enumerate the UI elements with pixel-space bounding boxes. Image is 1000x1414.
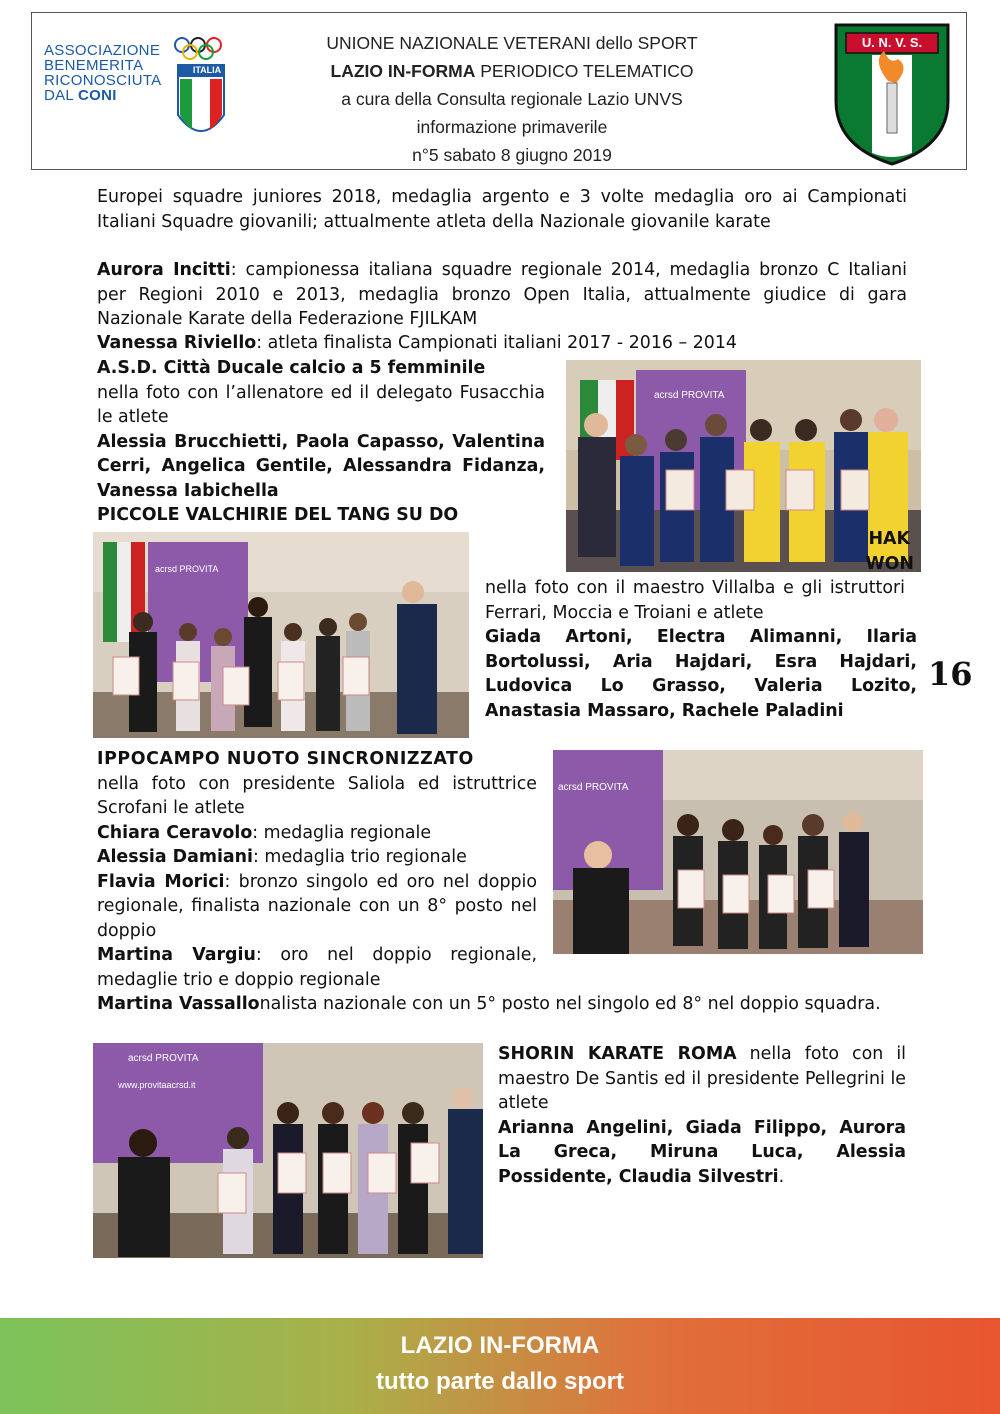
section-description: nella foto con il maestro De Santis ed il presidente Pellegrini le atlete (498, 1044, 906, 1113)
section-description: nella foto con l’allenatore ed il delegato Fusacchia le atlete (97, 382, 545, 427)
athlete-name: Martina Vargiu (97, 945, 256, 965)
banner-text: acrsd PROVITA (654, 390, 725, 401)
page-number: 16 (928, 655, 973, 693)
athlete-name: Chiara Ceravolo (97, 822, 253, 843)
paragraph-aurora (97, 258, 907, 332)
page-footer (0, 1318, 1000, 1414)
header-line4: informazione primaverile (416, 117, 608, 137)
photo-valchirie-group (93, 532, 469, 738)
athlete-description: : medaglia regionale (252, 822, 432, 843)
footer-title: LAZIO IN-FORMA (400, 1332, 600, 1359)
athlete-names: Alessia Brucchietti, Paola Capasso, Valentina Cerri, Angelica Gentile, Alessandra Fidanza, Vanessa Iabichella (97, 431, 545, 501)
footer-subtitle: tutto parte dallo sport (376, 1368, 624, 1395)
coni-line-bold: CONI (78, 87, 117, 104)
coni-line-part: DAL (44, 87, 78, 104)
unvs-logo (832, 21, 952, 166)
olympic-shield-icon (172, 35, 242, 155)
coni-line: BENEMERITA (44, 57, 144, 74)
athlete-name: Martina Vassallo (97, 994, 260, 1014)
section-title: A.S.D. Città Ducale calcio a 5 femminile (97, 358, 486, 378)
banner-text: acrsd PROVITA (155, 564, 219, 574)
athlete-description: nalista nazionale con un 5° posto nel singolo ed 8° nel doppio squadra. (259, 994, 881, 1014)
athlete-name: Vanessa Riviello (97, 333, 257, 353)
section-shorin-karate (498, 1042, 906, 1189)
athlete-entry (97, 845, 537, 870)
photo-shorin-karate-group (93, 1043, 483, 1258)
section-ippocampo (97, 747, 537, 992)
coni-line (44, 88, 162, 103)
paragraph-vanessa (97, 331, 907, 356)
coni-italia-label: ITALIA (192, 65, 222, 75)
header-line5: n°5 sabato 8 giugno 2019 (412, 145, 612, 165)
athlete-entry (97, 943, 537, 992)
coni-logo-text (44, 43, 162, 103)
unvs-label: U. N. V. S. (861, 35, 923, 50)
coni-line: ASSOCIAZIONE (44, 42, 161, 59)
coni-logo (44, 35, 229, 157)
banner-text: acrsd PROVITA (128, 1053, 199, 1064)
section-valchirie-title (97, 503, 545, 528)
sentence-end: . (778, 1166, 785, 1187)
page-header (31, 12, 967, 170)
athlete-name: Aurora Incitti (97, 260, 231, 280)
athlete-entry (97, 821, 537, 846)
athlete-entry-vassallo (97, 992, 917, 1017)
section-valchirie-right (485, 527, 917, 723)
header-line3: a cura della Consulta regionale Lazio UNVS (341, 89, 683, 109)
athlete-names: Giada Artoni, Electra Alimanni, Ilaria Bortolussi, Aria Hajdari, Esra Hajdari, Ludovica Lo Grasso, Valeria Lozito, Anastasia Massaro, Rachele Paladini (485, 627, 917, 721)
header-line2 (252, 57, 772, 85)
athlete-name: Flavia Morici (97, 871, 225, 892)
athlete-description: : atleta finalista Campionati italiani 2017 - 2016 – 2014 (256, 333, 737, 353)
photo-ippocampo-group (553, 750, 923, 954)
section-description: nella foto con il maestro Villalba e gli istruttori Ferrari, Moccia e Troiani e atlete (485, 578, 905, 623)
banner-text: acrsd PROVITA (558, 782, 629, 793)
paragraph-intro (97, 185, 907, 234)
athlete-description: : medaglia trio regionale (253, 847, 467, 867)
athlete-description: : oro nel doppio regionale, medaglie trio e doppio regionale (97, 945, 538, 990)
section-title-won: WON (865, 553, 914, 574)
header-magazine-name: LAZIO IN-FORMA (330, 61, 476, 81)
athlete-description: : campionessa italiana squadre regionale 2014, medaglia bronzo C Italiani per Regioni 2010 e 2013, medaglia bronzo Open Italia, attualmente giudice di gara Nazionale Karate della Federazione FJILKAM (97, 260, 907, 329)
section-title: SHORIN KARATE ROMA (498, 1044, 737, 1064)
intro-text: Europei squadre juniores 2018, medaglia argento e 3 volte medaglia oro ai Campionati Italiani Squadre giovanili; attualmente atleta della Nazionale giovanile karate (97, 187, 907, 232)
athlete-names-line (498, 1116, 906, 1190)
section-title: IPPOCAMPO NUOTO SINCRONIZZATO (97, 749, 474, 769)
section-title: PICCOLE VALCHIRIE DEL TANG SU DO (97, 505, 459, 525)
header-line1: UNIONE NAZIONALE VETERANI dello SPORT (326, 33, 698, 53)
banner-website: www.provitaacrsd.it (118, 1080, 196, 1090)
athlete-entry (97, 870, 537, 944)
section-intro (498, 1042, 906, 1116)
athlete-description: : bronzo singolo ed oro nel doppio regionale, finalista nazionale con un 8° posto nel doppio (97, 871, 537, 941)
section-title-hak: HAK (868, 529, 910, 549)
coni-line: RICONOSCIUTA (44, 72, 162, 89)
section-citta-ducale (97, 356, 545, 503)
athlete-names: Arianna Angelini, Giada Filippo, Aurora La Greca, Miruna Luca, Alessia Possidente, Claudia Silvestri (498, 1117, 906, 1187)
header-text (252, 29, 772, 169)
header-magazine-type: PERIODICO TELEMATICO (475, 61, 694, 81)
athlete-name: Alessia Damiani (97, 847, 253, 867)
section-description: nella foto con presidente Saliola ed istruttrice Scrofani le atlete (97, 773, 537, 818)
